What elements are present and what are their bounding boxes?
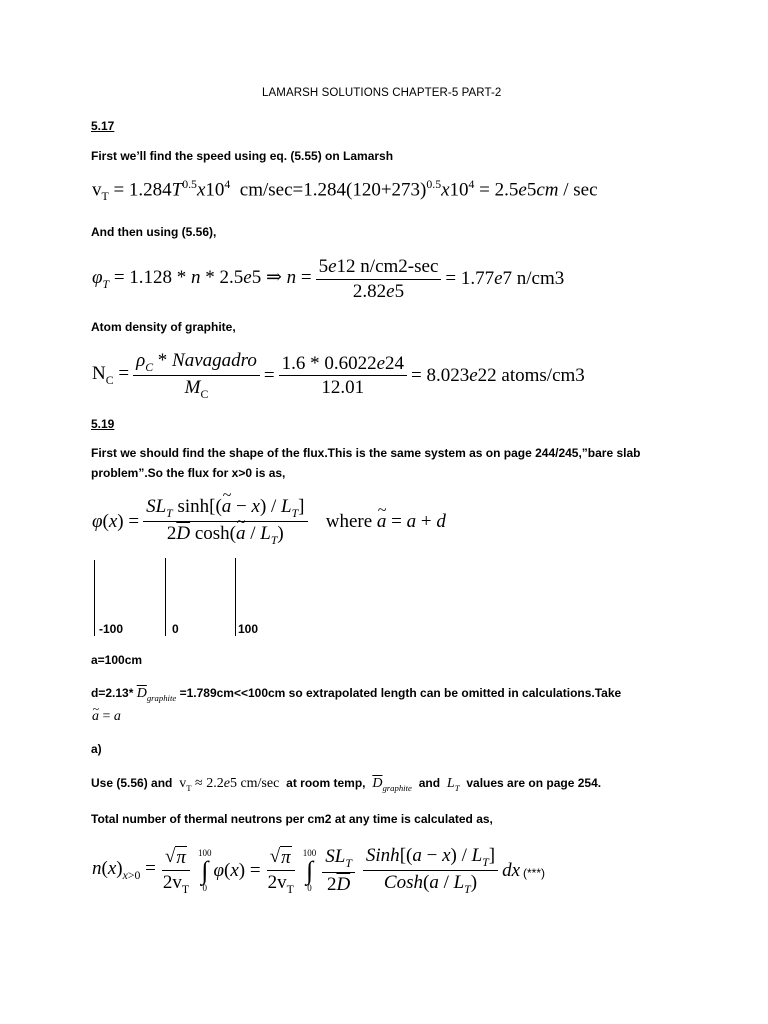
- take-equation: ~ a = a: [92, 709, 121, 725]
- section-header-5-19: 5.19: [91, 417, 115, 431]
- equation-atom-density: $N_C$ = $\frac{\rho_C * Navagadro}{M_C}$ = $\frac{1.6 * 0.6022e24}{12.01}$ = 8.023e22 atoms/cm3: [92, 350, 585, 402]
- part-a-label: a): [91, 742, 102, 756]
- use-line: Use (5.56) and $v_T \approx 2.2e5$ cm/sec at room temp, $\overline{D}_{graphite}$ and $L_T$ values are on page 254.: [91, 776, 602, 793]
- page-title: LAMARSH SOLUTIONS CHAPTER-5 PART-2: [262, 87, 502, 99]
- equation-neutron-density: $\varphi_T = 1.128 * n * 2.5e5$ ⇒ n = $\frac{5e12 n/cm2-\sec}{2.82e5}$ = 1.77e7 n/cm3: [92, 256, 565, 302]
- use-and: and: [418, 776, 441, 790]
- atom-density-text: Atom density of graphite,: [91, 320, 236, 334]
- use-prefix: Use (5.56) and: [91, 776, 173, 790]
- a-value-text: a=100cm: [91, 653, 143, 667]
- equation-thermal-speed: $v_T = 1.284T^{0.5}x10^4$ $cm/\sec=1.284(120+273)^{0.5}x10^4 = 2.5e5cm / \sec$: [92, 178, 598, 204]
- slab-boundary-right: [235, 558, 236, 636]
- section-header-5-17: 5.17: [91, 119, 115, 133]
- intro-line-2: problem”.So the flux for x>0 is as,: [91, 466, 286, 480]
- total-neutrons-text: Total number of thermal neutrons per cm2 at any time is calculated as,: [91, 812, 493, 826]
- use-suffix: values are on page 254.: [466, 776, 602, 790]
- d-value-line: d=2.13* $\overline{D}_{graphite} =1.789cm<<100cm$ so extrapolated length can be omitted in calculations.Take: [91, 686, 622, 703]
- axis-label-0: 0: [172, 622, 179, 636]
- equation-flux-shape: φ(x) = $\frac{SL_T \sinh[(\sim a - x) / L_T]}{2\overline{D} \cosh(\sim a / L_T)}$ where ~ a = a + d: [92, 496, 446, 548]
- equation-total-neutrons: $n(x)_{x>0}$ = √ π $2v_T$ 100 ∫ 0 φ(x) = √ π $2v_T$ 100 ∫ 0 $\frac{SL_T}{2\overline{D}}$ $\frac{Sinh[(a - x) / L_T]}{Cosh(a / L_T)}$ dx: [92, 845, 520, 897]
- axis-label-neg-100: -100: [99, 622, 124, 636]
- d-line-prefix: d=2.13*: [91, 686, 134, 700]
- slab-boundary-left: [94, 560, 95, 636]
- intro-line-1: First we should find the shape of the flux.This is the same system as on page 244/245,”bare slab: [91, 446, 641, 460]
- d-line-suffix: =1.789cm<<100cm so extrapolated length can be omitted in calculations.Take: [179, 686, 622, 700]
- d-subscript: graphite: [146, 692, 177, 703]
- then-text: And then using (5.56),: [91, 225, 217, 239]
- equation-tag: (***): [523, 866, 546, 880]
- use-mid: at room temp,: [286, 776, 366, 790]
- slab-center-line: [165, 558, 166, 636]
- axis-label-100: 100: [238, 622, 259, 636]
- section-intro-text: First we’ll find the speed using eq. (5.55) on Lamarsh: [91, 149, 394, 163]
